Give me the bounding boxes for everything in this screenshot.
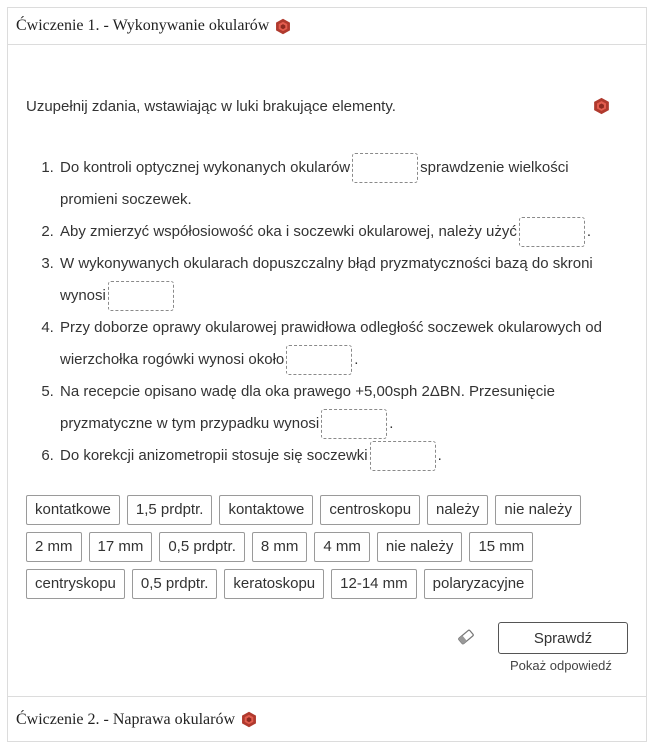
- answer-tile[interactable]: centryskopu: [26, 569, 125, 599]
- exercise-1-title: Ćwiczenie 1. - Wykonywanie okularów: [16, 17, 270, 34]
- answer-tile[interactable]: 15 mm: [469, 532, 533, 562]
- exercise-2-title: Ćwiczenie 2. - Naprawa okularów: [16, 710, 236, 728]
- answer-gap-2[interactable]: [519, 217, 585, 247]
- answer-tiles: [26, 495, 626, 599]
- answer-tile[interactable]: należy: [427, 495, 488, 525]
- answer-tile[interactable]: kontatkowe: [26, 495, 120, 525]
- answer-tile[interactable]: keratoskopu: [224, 569, 324, 599]
- answer-tile[interactable]: 0,5 prdptr.: [132, 569, 218, 599]
- answer-gap-5[interactable]: [321, 409, 387, 439]
- hexagon-badge-icon: [241, 711, 257, 728]
- exercise-2-header[interactable]: [8, 696, 646, 742]
- question-1: 1. Do kontroli optycznej wykonanych okularów sprawdzenie wielkości promieni soczewek.: [58, 152, 626, 216]
- answer-tile[interactable]: 1,5 prdptr.: [127, 495, 213, 525]
- eraser-icon[interactable]: [457, 629, 475, 645]
- question-5: 5. Na recepcie opisano wadę dla oka prawego +5,00sph 2ΔBN. Przesunięcie pryzmatyczne w tym przypadku wynosi .: [58, 376, 626, 440]
- hexagon-badge-icon: [275, 18, 291, 35]
- questions-list: [26, 152, 626, 472]
- exercise-card: [7, 7, 647, 742]
- answer-tile[interactable]: nie należy: [377, 532, 463, 562]
- question-3: 3. W wykonywanych okularach dopuszczalny błąd pryzmatyczności bazą do skroni wynosi: [58, 248, 626, 312]
- answer-tile[interactable]: kontaktowe: [219, 495, 313, 525]
- answer-tile[interactable]: 4 mm: [314, 532, 370, 562]
- question-2: 2. Aby zmierzyć współosiowość oka i soczewki okularowej, należy użyć .: [58, 216, 626, 248]
- answer-gap-3[interactable]: [108, 281, 174, 311]
- show-answer-link[interactable]: Pokaż odpowiedź: [510, 658, 612, 673]
- answer-tile[interactable]: 17 mm: [89, 532, 153, 562]
- answer-gap-4[interactable]: [286, 345, 352, 375]
- hint-hexagon-icon[interactable]: [593, 97, 610, 115]
- answer-tile[interactable]: 12-14 mm: [331, 569, 417, 599]
- exercise-1-header[interactable]: [8, 8, 646, 45]
- answer-tile[interactable]: 2 mm: [26, 532, 82, 562]
- question-6: 6. Do korekcji anizometropii stosuje się soczewki .: [58, 440, 626, 472]
- question-4: 4. Przy doborze oprawy okularowej prawidłowa odległość soczewek okularowych od wierzchołka rogówki wynosi około .: [58, 312, 626, 376]
- answer-tile[interactable]: polaryzacyjne: [424, 569, 534, 599]
- check-button[interactable]: Sprawdź: [498, 622, 628, 654]
- answer-tile[interactable]: 8 mm: [252, 532, 308, 562]
- instruction-text: Uzupełnij zdania, wstawiając w luki brakujące elementy.: [26, 98, 396, 115]
- answer-gap-1[interactable]: [352, 153, 418, 183]
- answer-tile[interactable]: 0,5 prdptr.: [159, 532, 245, 562]
- answer-tile[interactable]: nie należy: [495, 495, 581, 525]
- answer-tile[interactable]: centroskopu: [320, 495, 420, 525]
- answer-gap-6[interactable]: [370, 441, 436, 471]
